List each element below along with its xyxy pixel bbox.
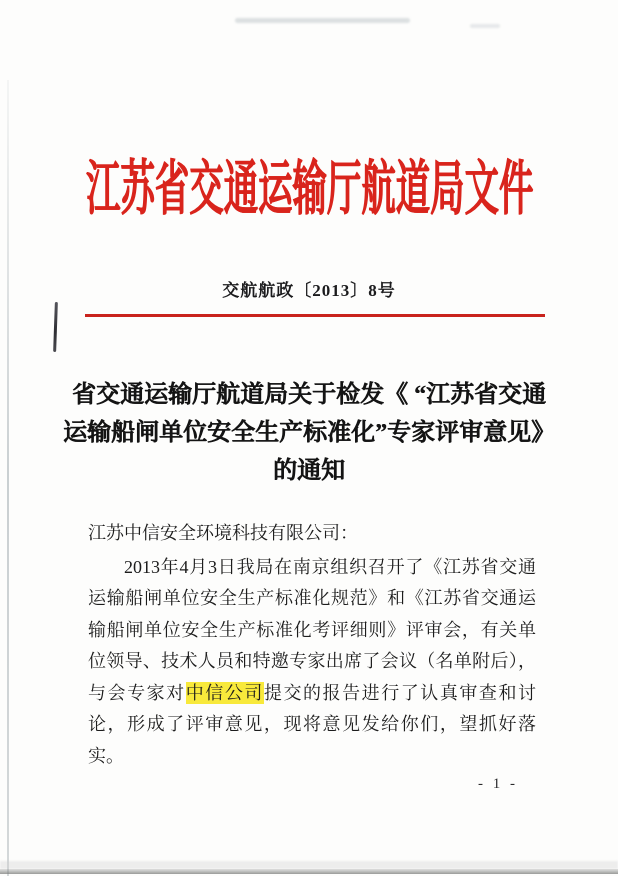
document-body — [88, 518, 536, 772]
document-title-line-2: 运输船闸单位安全生产标准化”专家评审意见》 — [63, 420, 555, 446]
document-title-line-1: 省交通运输厅航道局关于检发《 “江苏省交通 — [72, 382, 546, 408]
pen-mark-artifact — [53, 302, 58, 352]
red-divider-rule — [85, 314, 545, 317]
document-title — [60, 376, 558, 490]
scan-top-smudge — [235, 18, 410, 23]
letterhead-banner — [0, 138, 618, 228]
page-number: - 1 - — [478, 776, 518, 792]
body-text-before-highlight: 2013年4月3日我局在南京组织召开了《江苏省交通运输船闸单位安全生产标准化规范》和《江苏省交通运输船闸单位安全生产标准化考评细则》评审会，有关单位领导、技术人员和特邀专家出席了会议（名单附后），与会专家对 — [88, 556, 536, 703]
body-paragraph — [88, 552, 536, 773]
document-reference-number: 交航航政〔2013〕8号 — [222, 281, 396, 300]
body-text-after-highlight: 提交的报告进行了认真审查和讨论，形成了评审意见，现将意见发给你们，望抓好落实。 — [88, 682, 537, 766]
letterhead-title: 江苏省交通运输厅航道局文件 — [85, 157, 533, 224]
scan-bottom-band — [0, 861, 618, 869]
highlighted-company-name: 中信公司 — [185, 682, 264, 703]
document-title-line-3: 的通知 — [273, 458, 345, 484]
scan-top-smudge-small — [470, 24, 500, 28]
scan-bottom-shadow — [0, 869, 618, 874]
recipient-salutation: 江苏中信安全环境科技有限公司： — [88, 523, 358, 543]
